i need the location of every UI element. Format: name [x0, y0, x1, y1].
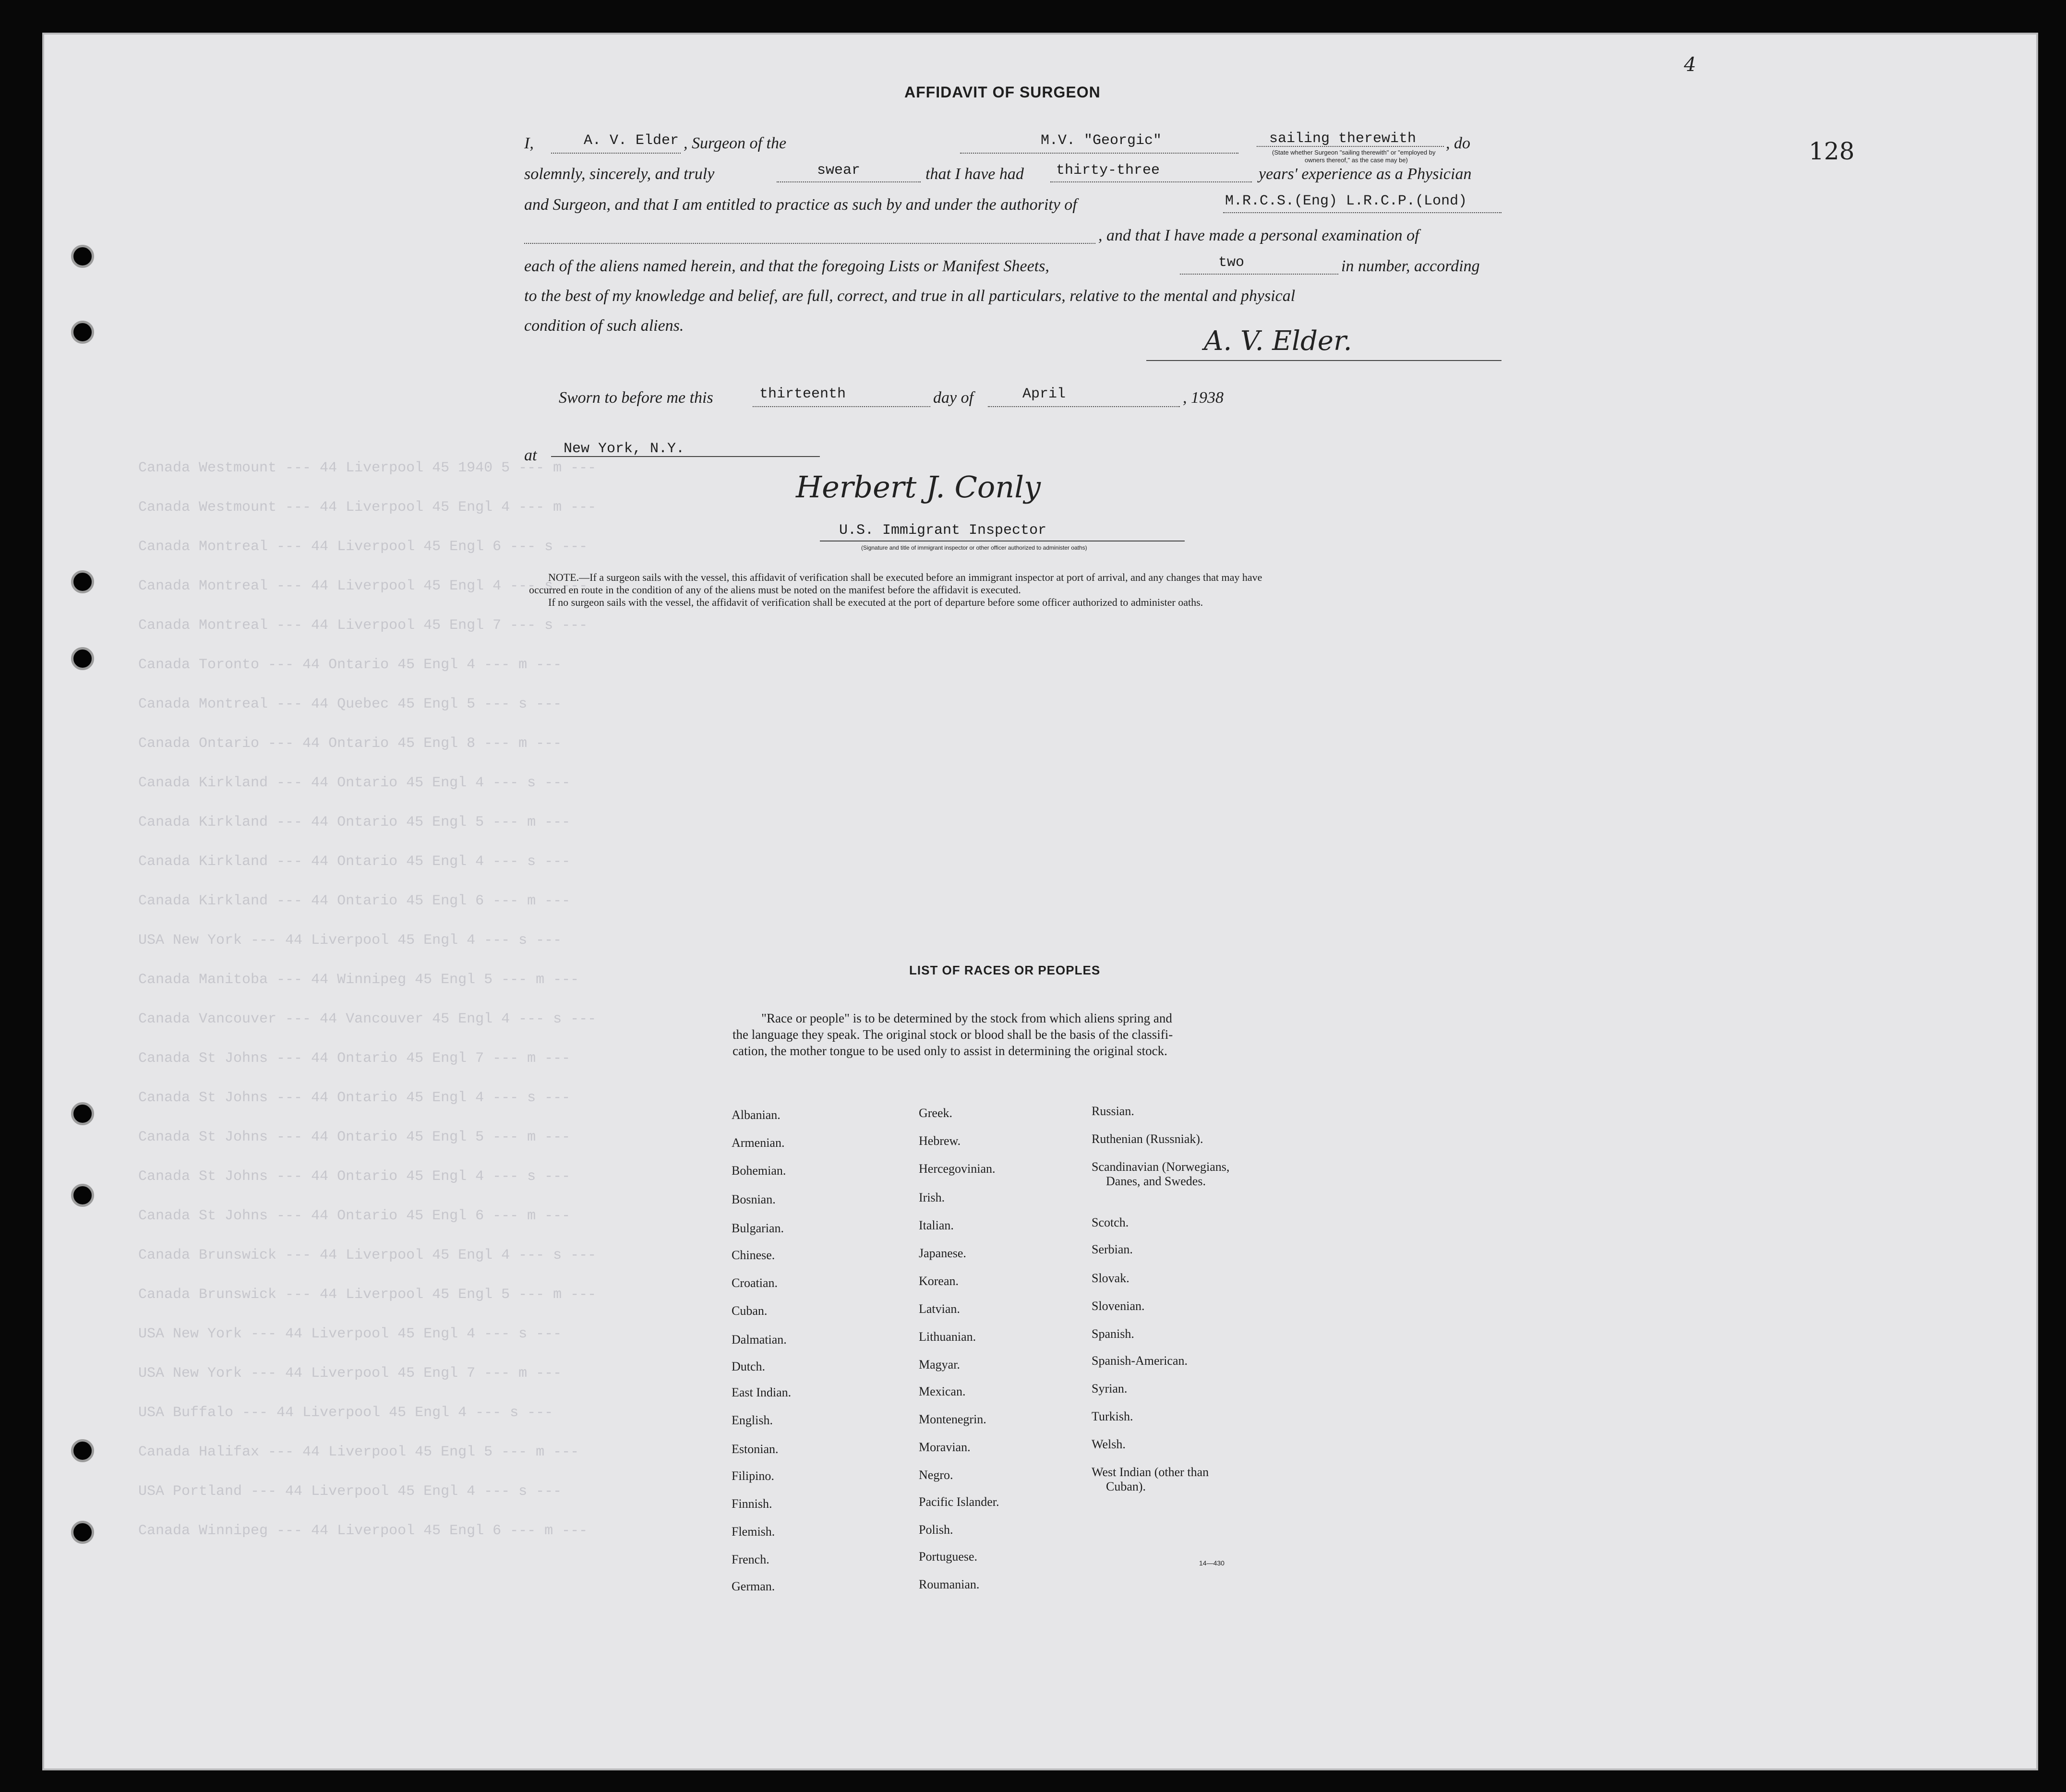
race-item: Negro. — [919, 1468, 953, 1482]
punch-hole — [71, 1184, 94, 1207]
ghost-row: Canada St Johns --- 44 Ontario 45 Engl 5 --- m --- — [138, 1129, 571, 1145]
race-item: Welsh. — [1092, 1437, 1126, 1451]
race-item: Irish. — [919, 1191, 945, 1204]
race-item: Danes, and Swedes. — [1106, 1174, 1206, 1188]
label-condition: condition of such aliens. — [524, 317, 684, 335]
race-item: Syrian. — [1092, 1382, 1128, 1395]
note-line-3: If no surgeon sails with the vessel, the affidavit of verification shall be executed at the port of departure before some officer authorized to administer oaths. — [548, 596, 1203, 608]
ghost-row: Canada Montreal --- 44 Liverpool 45 Engl 6 --- s --- — [138, 539, 588, 555]
years-experience: thirty-three — [1056, 162, 1160, 179]
punch-hole — [71, 1439, 94, 1462]
page-number: 128 — [1809, 137, 1855, 165]
race-item: Slovenian. — [1092, 1299, 1145, 1313]
race-item: Albanian. — [732, 1108, 781, 1122]
punch-hole — [71, 321, 94, 344]
ghost-row: USA Buffalo --- 44 Liverpool 45 Engl 4 --- s --- — [138, 1405, 553, 1421]
ghost-row: USA New York --- 44 Liverpool 45 Engl 4 --- s --- — [138, 1326, 562, 1342]
race-item: Armenian. — [732, 1136, 785, 1150]
fill-line — [524, 243, 1095, 244]
ghost-row: Canada Winnipeg --- 44 Liverpool 45 Engl 6 --- m --- — [138, 1523, 588, 1539]
vessel-name: M.V. "Georgic" — [1041, 132, 1162, 149]
race-item: Spanish-American. — [1092, 1354, 1188, 1368]
ghost-row: Canada Vancouver --- 44 Vancouver 45 Engl 4 --- s --- — [138, 1011, 597, 1027]
race-item: West Indian (other than — [1092, 1465, 1209, 1479]
race-item: English. — [732, 1413, 773, 1427]
ghost-row: Canada St Johns --- 44 Ontario 45 Engl 7 --- m --- — [138, 1050, 571, 1067]
punch-hole — [71, 647, 94, 670]
race-item: Portuguese. — [919, 1550, 978, 1563]
sworn-year: , 1938 — [1183, 389, 1224, 407]
races-intro-1: "Race or people" is to be determined by the stock from which aliens spring and — [761, 1011, 1172, 1025]
fill-line — [1223, 212, 1501, 213]
ghost-row: Canada Kirkland --- 44 Ontario 45 Engl 5 --- m --- — [138, 814, 571, 830]
surgeon-name: A. V. Elder — [584, 132, 679, 149]
ghost-row: Canada Montreal --- 44 Liverpool 45 Engl 7 --- s --- — [138, 617, 588, 634]
ghost-row: Canada Montreal --- 44 Liverpool 45 Engl 4 --- s --- — [138, 578, 588, 594]
inspector-signature: Herbert J. Conly — [796, 469, 1041, 505]
inspector-caption: (Signature and title of immigrant inspector or other officer authorized to administer oaths) — [861, 544, 1087, 551]
race-item: German. — [732, 1579, 775, 1593]
race-item: Latvian. — [919, 1302, 960, 1316]
fill-line — [960, 153, 1238, 154]
race-item: French. — [732, 1552, 769, 1566]
label-sworn: Sworn to before me this — [559, 389, 713, 407]
ghost-row: Canada Kirkland --- 44 Ontario 45 Engl 6 --- m --- — [138, 893, 571, 909]
race-item: Greek. — [919, 1106, 953, 1120]
label-examination: , and that I have made a personal examination of — [1098, 227, 1419, 244]
race-item: Croatian. — [732, 1276, 778, 1290]
ghost-row: USA Portland --- 44 Liverpool 45 Engl 4 --- s --- — [138, 1483, 562, 1500]
fill-line — [777, 181, 921, 182]
inspector-title: U.S. Immigrant Inspector — [839, 522, 1047, 539]
sheets-count: two — [1218, 254, 1245, 271]
affidavit-title: AFFIDAVIT OF SURGEON — [904, 84, 1101, 101]
race-item: Cuban). — [1106, 1479, 1146, 1493]
race-item: Japanese. — [919, 1246, 966, 1260]
race-item: Korean. — [919, 1274, 959, 1288]
race-item: Serbian. — [1092, 1242, 1133, 1256]
sailing-status: sailing therewith — [1269, 131, 1417, 147]
note-line-1: NOTE.—If a surgeon sails with the vessel, this affidavit of verification shall be executed before an immigrant inspector at port of arrival, and any changes that may have — [548, 571, 1262, 583]
authority: M.R.C.S.(Eng) L.R.C.P.(Lond) — [1225, 193, 1467, 209]
fill-line — [1180, 274, 1338, 275]
ghost-row: Canada Halifax --- 44 Liverpool 45 Engl 5 --- m --- — [138, 1444, 579, 1460]
label-surgeon-entitled: and Surgeon, and that I am entitled to practice as such by and under the authority of — [524, 196, 1077, 214]
race-item: Dalmatian. — [732, 1333, 787, 1347]
race-item: Mexican. — [919, 1384, 966, 1398]
race-item: East Indian. — [732, 1385, 792, 1399]
race-item: Hebrew. — [919, 1134, 961, 1148]
race-item: Dutch. — [732, 1359, 766, 1373]
race-item: Scotch. — [1092, 1215, 1129, 1229]
race-item: Russian. — [1092, 1104, 1134, 1118]
label-in-number: in number, according — [1341, 257, 1480, 275]
ghost-row: Canada Kirkland --- 44 Ontario 45 Engl 4 --- s --- — [138, 775, 571, 791]
ghost-row: Canada Montreal --- 44 Quebec 45 Engl 5 --- s --- — [138, 696, 562, 712]
ghost-row: Canada Brunswick --- 44 Liverpool 45 Engl 4 --- s --- — [138, 1247, 597, 1263]
punch-hole — [71, 570, 94, 593]
fill-line — [753, 406, 930, 407]
race-item: Scandinavian (Norwegians, — [1092, 1160, 1230, 1174]
race-item: Magyar. — [919, 1358, 960, 1371]
races-title: LIST OF RACES OR PEOPLES — [909, 963, 1101, 977]
race-item: Roumanian. — [919, 1577, 980, 1591]
form-number: 14—430 — [1199, 1559, 1225, 1567]
ghost-row: Canada St Johns --- 44 Ontario 45 Engl 4 --- s --- — [138, 1168, 571, 1185]
sworn-day: thirteenth — [759, 386, 846, 402]
label-years-experience: years' experience as a Physician — [1259, 165, 1472, 183]
race-item: Pacific Islander. — [919, 1495, 999, 1509]
label-best-knowledge: to the best of my knowledge and belief, are full, correct, and true in all particulars, relative to the mental and physical — [524, 287, 1296, 305]
ghost-row: Canada Westmount --- 44 Liverpool 45 1940 5 --- m --- — [138, 460, 597, 476]
status-note-1: (State whether Surgeon "sailing therewith" or "employed by — [1272, 149, 1436, 156]
label-have-had: that I have had — [925, 165, 1024, 183]
race-item: Estonian. — [732, 1442, 779, 1456]
races-intro-2: the language they speak. The original stock or blood shall be the basis of the classifi- — [733, 1027, 1173, 1042]
fill-line — [988, 406, 1180, 407]
race-item: Montenegrin. — [919, 1412, 986, 1426]
ghost-row: Canada Kirkland --- 44 Ontario 45 Engl 4 --- s --- — [138, 854, 571, 870]
punch-hole — [71, 1521, 94, 1544]
ghost-row: Canada St Johns --- 44 Ontario 45 Engl 4 --- s --- — [138, 1090, 571, 1106]
sworn-place: New York, N.Y. — [564, 441, 685, 457]
corner-mark: 4 — [1684, 54, 1696, 76]
race-item: Polish. — [919, 1523, 953, 1537]
race-item: Hercegovinian. — [919, 1162, 996, 1176]
race-item: Bulgarian. — [732, 1221, 784, 1235]
label-solemnly: solemnly, sincerely, and truly — [524, 165, 715, 183]
race-item: Ruthenian (Russniak). — [1092, 1132, 1203, 1146]
surgeon-signature: A. V. Elder. — [1204, 325, 1352, 357]
label-surgeon-of: , Surgeon of the — [684, 134, 787, 152]
label-i: I, — [524, 134, 534, 152]
label-day-of: day of — [933, 389, 974, 407]
ghost-row: Canada St Johns --- 44 Ontario 45 Engl 6 --- m --- — [138, 1208, 571, 1224]
race-item: Cuban. — [732, 1304, 768, 1318]
race-item: Slovak. — [1092, 1271, 1129, 1285]
label-each-alien: each of the aliens named herein, and that the foregoing Lists or Manifest Sheets, — [524, 257, 1049, 275]
sworn-month: April — [1022, 386, 1066, 402]
race-item: Finnish. — [732, 1497, 772, 1511]
punch-hole — [71, 245, 94, 268]
ghost-row: Canada Westmount --- 44 Liverpool 45 Engl 4 --- m --- — [138, 499, 597, 516]
ghost-row: USA New York --- 44 Liverpool 45 Engl 7 --- m --- — [138, 1365, 562, 1382]
status-note-2: owners thereof," as the case may be) — [1305, 156, 1408, 164]
race-item: Flemish. — [732, 1525, 775, 1539]
note-line-2: occurred en route in the condition of any of the aliens must be noted on the manifest before the affidavit is executed. — [529, 584, 1021, 596]
ghost-row: Canada Toronto --- 44 Ontario 45 Engl 4 --- m --- — [138, 657, 562, 673]
race-item: Italian. — [919, 1218, 954, 1232]
race-item: Chinese. — [732, 1248, 775, 1262]
fill-line — [1050, 181, 1252, 182]
race-item: Filipino. — [732, 1469, 774, 1483]
signature-line — [1146, 360, 1501, 361]
race-item: Lithuanian. — [919, 1330, 976, 1344]
race-item: Turkish. — [1092, 1409, 1133, 1423]
race-item: Bosnian. — [732, 1192, 776, 1206]
race-item: Spanish. — [1092, 1327, 1134, 1341]
ghost-row: Canada Ontario --- 44 Ontario 45 Engl 8 --- m --- — [138, 735, 562, 752]
race-item: Bohemian. — [732, 1164, 786, 1178]
ghost-row: Canada Manitoba --- 44 Winnipeg 45 Engl 5 --- m --- — [138, 972, 579, 988]
race-item: Moravian. — [919, 1440, 971, 1454]
punch-hole — [71, 1102, 94, 1125]
label-do: , do — [1446, 134, 1470, 152]
races-intro-3: cation, the mother tongue to be used only to assist in determining the original stock. — [733, 1044, 1167, 1058]
oath-word: swear — [817, 162, 861, 179]
manifest-page — [42, 33, 2038, 1770]
fill-line — [551, 153, 681, 154]
label-at: at — [524, 446, 537, 464]
ghost-row: Canada Brunswick --- 44 Liverpool 45 Engl 5 --- m --- — [138, 1287, 597, 1303]
ghost-row: USA New York --- 44 Liverpool 45 Engl 4 --- s --- — [138, 932, 562, 949]
